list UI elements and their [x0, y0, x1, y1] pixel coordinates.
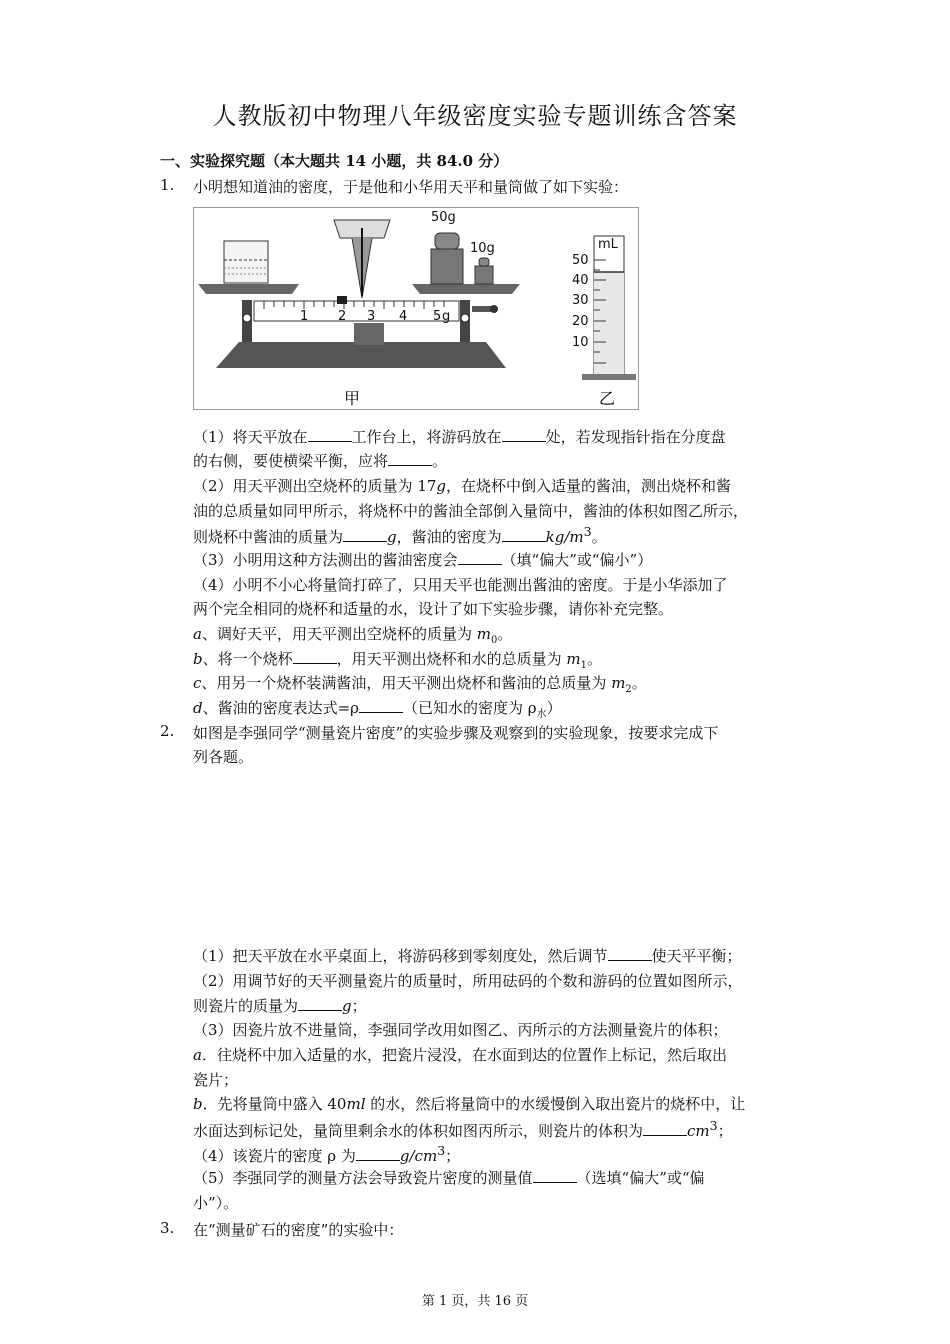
answer-blank	[359, 698, 403, 713]
scale-tick-label: 1	[300, 309, 309, 324]
q1-part2-line1: （2）用天平测出空烧杯的质量为 17g，在烧杯中倒入适量的酱油，测出烧杯和酱	[193, 477, 732, 495]
answer-blank	[533, 1168, 577, 1183]
q1-step-a: a、调好天平，用天平测出空烧杯的质量为 $m_0$。	[193, 625, 513, 646]
weight-10g-icon	[475, 258, 493, 284]
scale-tick-label: 2	[338, 309, 347, 324]
q2-step-b-line1: b．先将量筒中盛入 40ml 的水，然后将量筒中的水缓慢倒入取出瓷片的烧杯中，让	[193, 1095, 746, 1113]
cylinder-icon	[582, 236, 636, 380]
beam-scale	[254, 301, 459, 321]
answer-blank	[343, 527, 387, 542]
answer-blank	[608, 946, 652, 961]
q2-part5-line1: （5）李强同学的测量方法会导致瓷片密度的测量值 （选填“偏大”或“偏	[193, 1169, 705, 1187]
cylinder-tick-label: 20	[572, 314, 589, 329]
q2-part4: （4）该瓷片的密度 ρ 为 $g/cm^3$；	[193, 1143, 461, 1165]
q2-part2-line1: （2）用调节好的天平测量瓷片的质量时，所用砝码的个数和游码的位置如图所示，	[193, 972, 743, 990]
left-pan	[198, 284, 299, 294]
q1-part2-line3: 则烧杯中酱油的质量为 g，酱油的密度为 $kg/m^3$。	[193, 524, 607, 546]
weight-10g-label: 10g	[470, 241, 495, 256]
document-title: 人教版初中物理八年级密度实验专题训练含答案	[212, 102, 738, 130]
answer-blank	[388, 451, 432, 466]
q2-part5-line2: 小”）。	[193, 1194, 239, 1212]
figure-caption-yi: 乙	[599, 389, 616, 408]
balance-nut	[472, 306, 492, 312]
q1-part2-line2: 油的总质量如同甲所示，将烧杯中的酱油全部倒入量筒中，酱油的体积如图乙所示，	[193, 502, 749, 520]
q2-step-b-line2: 水面达到标记处，量筒里剩余水的体积如图丙所示，则瓷片的体积为 $cm^3$；	[193, 1118, 733, 1140]
balance-pillar	[354, 323, 384, 345]
scale-unit-label: g	[442, 309, 451, 324]
question-stem: 小明想知道油的密度，于是他和小华用天平和量筒做了如下实验：	[193, 178, 629, 196]
cylinder-tick-label: 50	[572, 253, 589, 268]
question-number: 2.	[160, 722, 175, 740]
question-stem-cont: 列各题。	[193, 748, 254, 766]
q1-part4-line2: 两个完全相同的烧杯和适量的水，设计了如下实验步骤，请你补充完整。	[193, 600, 674, 618]
answer-blank	[356, 1146, 400, 1161]
q2-part2-line2: 则瓷片的质量为 g；	[193, 997, 367, 1015]
question-stem: 如图是李强同学“测量瓷片密度”的实验步骤及观察到的实验现象，按要求完成下	[193, 724, 719, 742]
q1-part3: （3）小明用这种方法测出的酱油密度会 （填“偏大”或“偏小”）	[193, 551, 653, 569]
answer-blank	[502, 427, 546, 442]
answer-blank	[458, 550, 502, 565]
answer-blank	[298, 996, 342, 1011]
page-footer: 第 1 页，共 16 页	[421, 1294, 529, 1309]
q1-part1-line1: （1）将天平放在 工作台上，将游码放在 处，若发现指针指在分度盘	[193, 428, 726, 446]
cylinder-tick-label: 40	[572, 273, 589, 288]
q1-part1-line2: 的右侧，要使横梁平衡，应将 。	[193, 452, 448, 470]
weight-50g-label: 50g	[431, 210, 456, 225]
section-heading: 一、实验探究题（本大题共 14 小题，共 84.0 分）	[160, 152, 509, 170]
q2-part1: （1）把天平放在水平桌面上，将游码移到零刻度处，然后调节 使天平平衡；	[193, 947, 742, 965]
q1-step-d: d、酱油的密度表达式=ρ （已知水的密度为 $\rho_水$）	[193, 699, 562, 720]
cylinder-unit-label: mL	[598, 237, 618, 252]
answer-blank	[308, 427, 352, 442]
rider	[337, 296, 347, 304]
q1-step-c: c、用另一个烧杯装满酱油，用天平测出烧杯和酱油的总质量为 $m_2$。	[193, 674, 647, 695]
balance-cylinder-figure	[193, 207, 639, 410]
q1-step-b: b、将一个烧杯 ，用天平测出烧杯和水的总质量为 $m_1$。	[193, 650, 603, 671]
answer-blank	[643, 1121, 687, 1136]
cylinder-tick-label: 10	[572, 335, 589, 350]
question-number: 1.	[160, 176, 175, 194]
q1-part4-line1: （4）小明不小心将量筒打碎了，只用天平也能测出酱油的密度。于是小华添加了	[193, 576, 728, 594]
q2-part3: （3）因瓷片放不进量筒，李强同学改用如图乙、丙所示的方法测量瓷片的体积；	[193, 1021, 728, 1039]
balance-base	[216, 342, 506, 368]
cylinder-tick-label: 30	[572, 293, 589, 308]
answer-blank	[293, 649, 337, 664]
scale-tick-label: 4	[399, 309, 408, 324]
q2-step-a-line1: a．往烧杯中加入适量的水，把瓷片浸没，在水面到达的位置作上标记，然后取出	[193, 1046, 727, 1064]
question-number: 3.	[160, 1219, 175, 1237]
weight-50g-icon	[431, 233, 463, 284]
answer-blank	[502, 527, 546, 542]
beaker-icon	[224, 241, 268, 283]
figure-caption-jia: 甲	[344, 389, 361, 408]
figure-drawing	[194, 208, 638, 409]
scale-tick-label: 3	[367, 309, 376, 324]
q2-step-a-line2: 瓷片；	[193, 1071, 239, 1089]
question-stem: 在“测量矿石的密度”的实验中：	[193, 1221, 404, 1239]
right-pan	[412, 284, 520, 294]
scale-tick-label: 5	[433, 309, 442, 324]
